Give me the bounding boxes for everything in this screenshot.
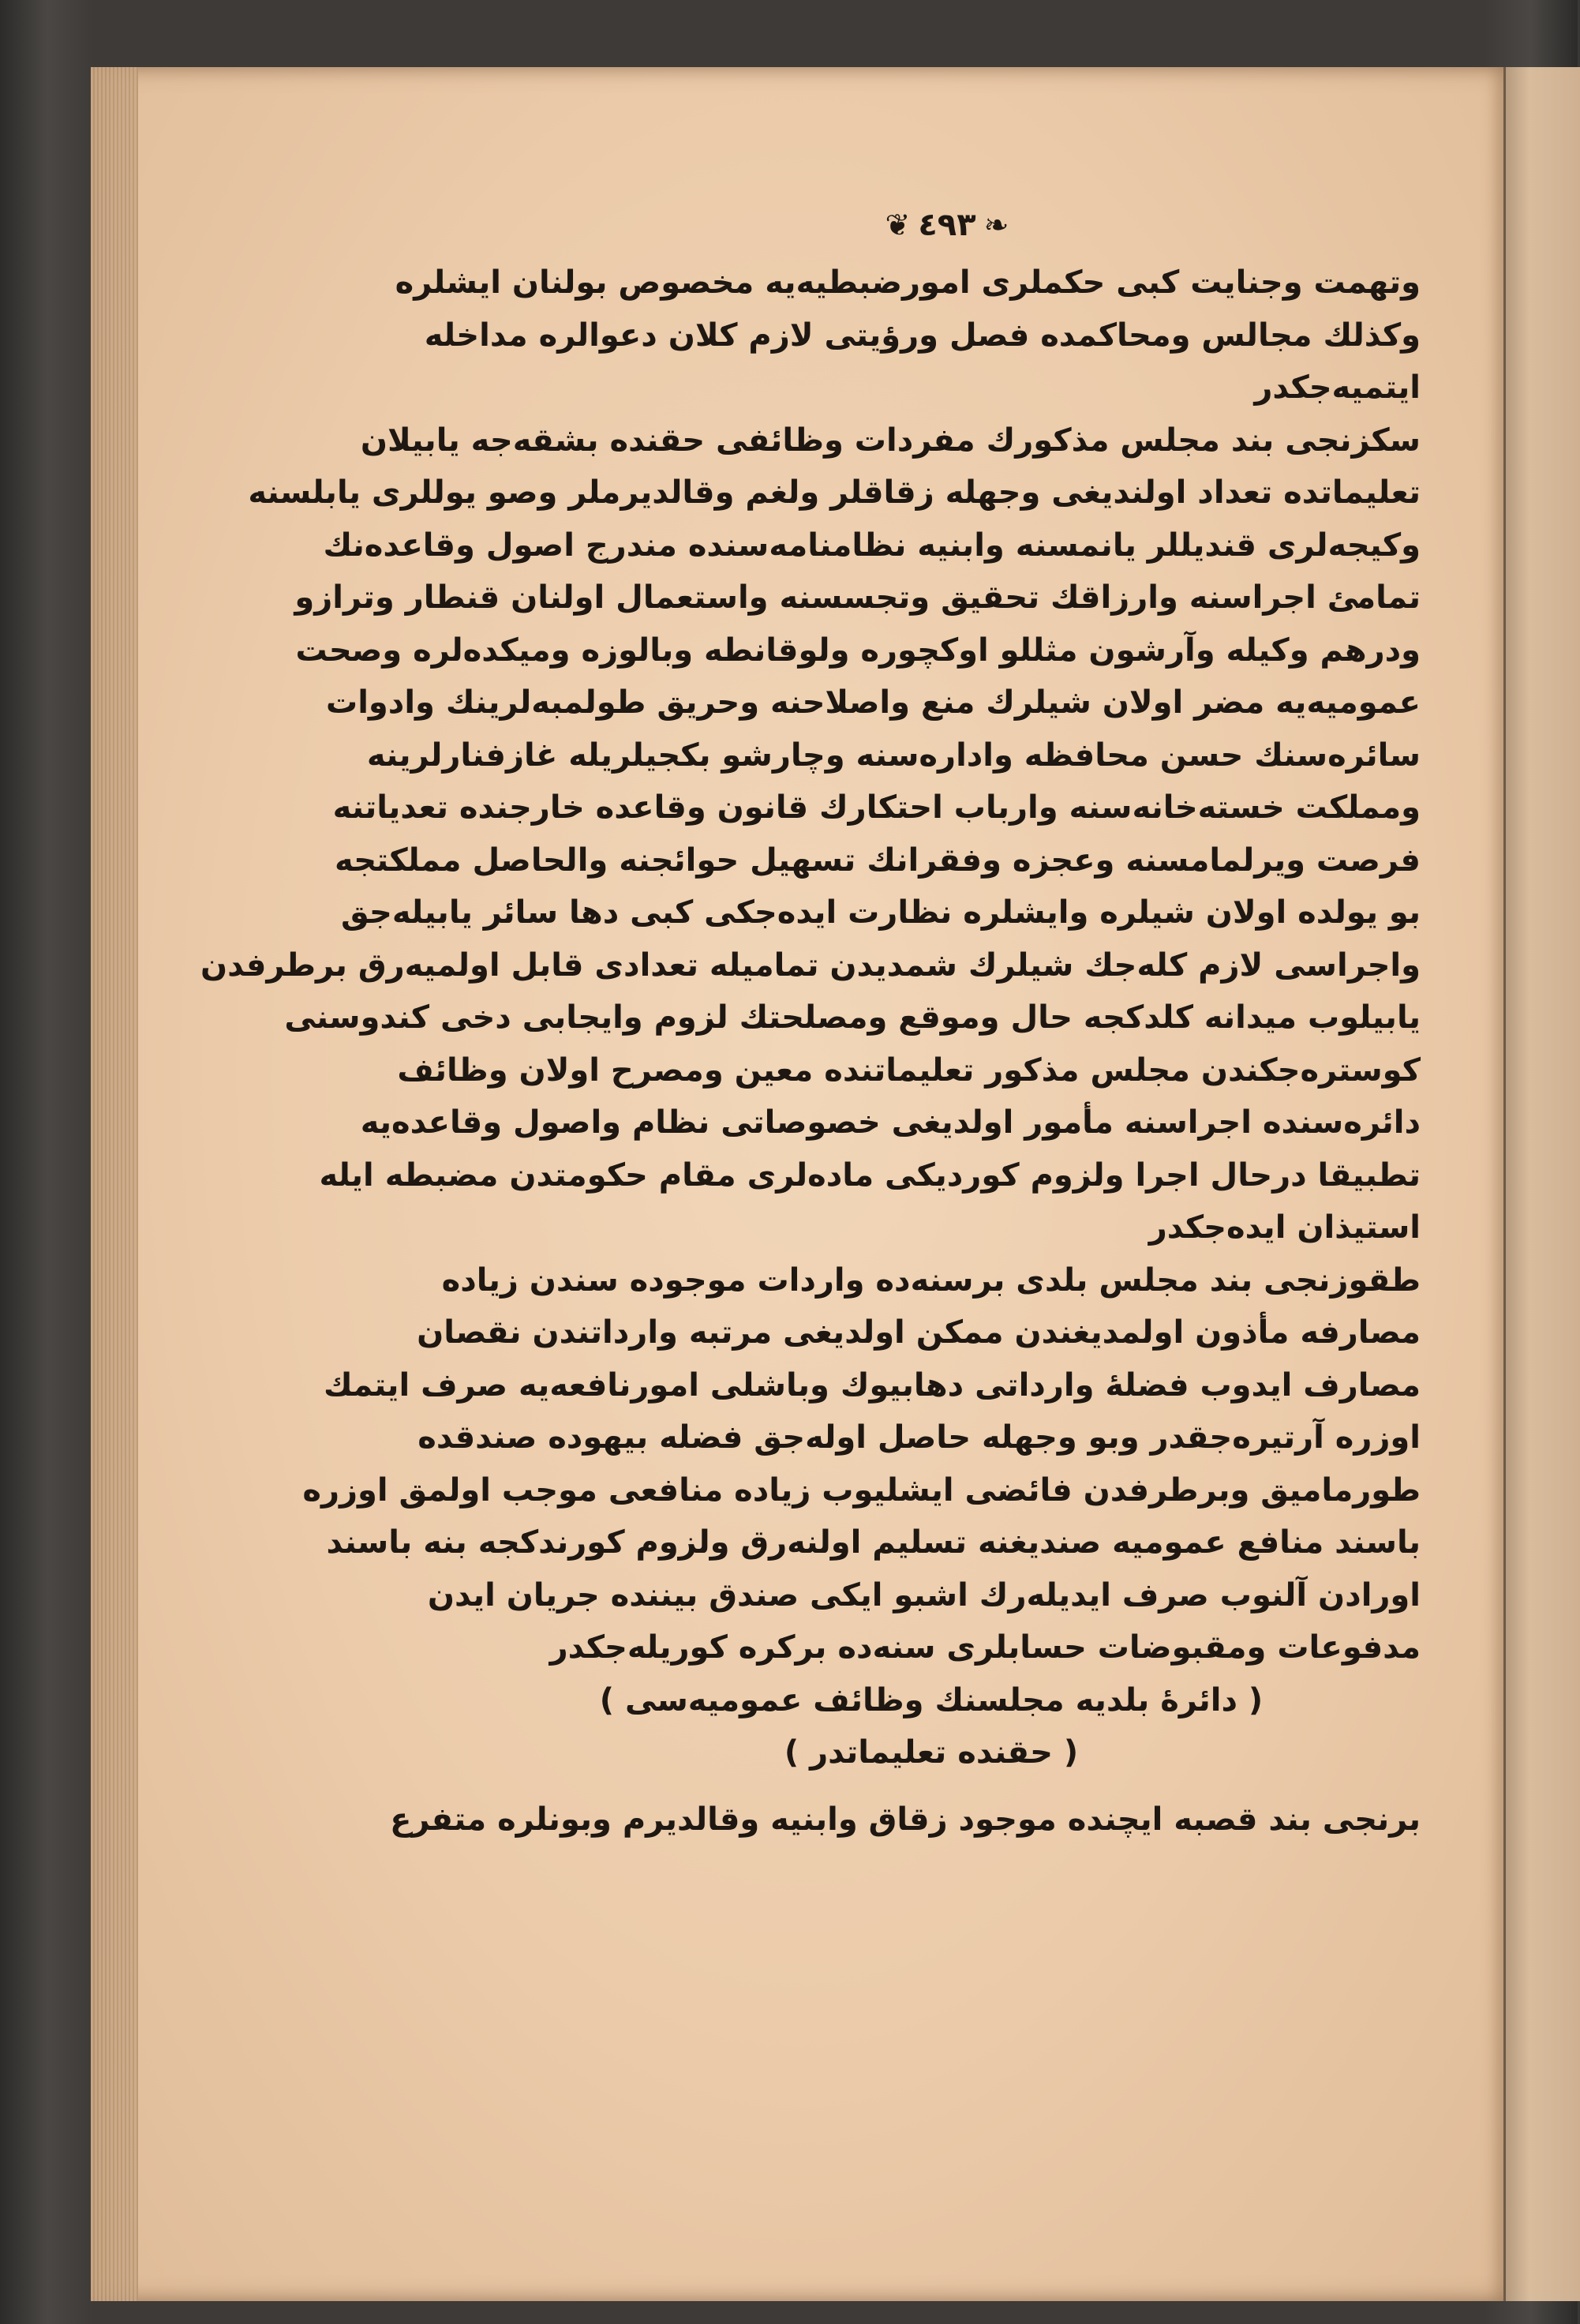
text-line: تطبيقا درحال اجرا ولزوم كورديكی ماده‌لری مقام حكومتدن مضبطه ايله	[319, 1156, 1421, 1194]
text-line: وكيجه‌لری قنديللر يانمسنه وابنيه نظامنامه‌سنده مندرج اصول وقاعده‌نك	[323, 527, 1421, 564]
text-line: مصارفه مأذون اولمديغندن ممكن اولديغی مرتبه وارداتندن نقصان	[417, 1314, 1421, 1351]
text-line: تعليماتده تعداد اولنديغی وجهله زقاقلر ولغم وقالديرملر وصو يوللری يابلسنه	[248, 474, 1421, 511]
text-line: طورماميق وبرطرفدن فائضی ايشليوب زياده منافعی موجب اولمق اوزره	[302, 1471, 1421, 1509]
text-line: مصارف ايدوب فضلهٔ وارداتی دهابيوك وباشلی امورنافعه‌يه صرف ايتمك	[324, 1366, 1421, 1404]
section-heading-line: برنجی بند قصبه ايچنده موجود زقاق وابنيه وقالديرم وبونلره متفرع	[390, 1801, 1421, 1838]
text-line: اوزره آرتيره‌جقدر وبو وجهله حاصل اوله‌جق فضله بيهوده صندقده	[417, 1419, 1421, 1456]
text-line: مدفوعات ومقبوضات حسابلری سنه‌ده بركره كوريله‌جكدر	[549, 1629, 1421, 1666]
text-line: سائره‌سنك حسن محافظه وادارە‌سنه وچارشو بكجيلريله غازفنارلرينه	[366, 737, 1421, 774]
text-line: تمامئ اجراسنه وارزاقك تحقيق وتجسسنه واستعمال اولنان قنطار وترازو	[294, 579, 1421, 616]
section-heading-line: سكزنجی بند مجلس مذكورك مفردات وظائفی حقنده بشقه‌جه يابيلان	[360, 422, 1421, 459]
page-number-header	[852, 201, 1042, 249]
text-line: عموميه‌يه مضر اولان شيلرك منع واصلاحنه وحريق طولمبه‌لرينك وادوات	[326, 684, 1421, 721]
right-ornament-icon: ❧	[983, 208, 1009, 242]
text-line: بو يولده اولان شيلره وايشلره نظارت ايده‌جكی كبی دها سائر يابيله‌جق	[341, 894, 1421, 931]
page-stack-edge	[91, 67, 138, 2301]
left-ornament-icon: ❦	[885, 208, 911, 242]
section-heading-line: طقوزنجی بند مجلس بلدی برسنه‌ده واردات موجوده سندن زياده	[441, 1261, 1421, 1299]
text-line: يابيلوب ميدانه كلدكجه حال وموقع ومصلحتك لزوم وايجابی دخی كندوسنی	[284, 999, 1421, 1036]
page-number: ٤٩٣	[918, 207, 976, 243]
text-line: فرصت ويرلمامسنه وعجزه وفقرانك تسهيل حوائجنه والحاصل مملكتجه	[334, 842, 1421, 879]
text-line: استيذان ايده‌جكدر	[1148, 1209, 1421, 1246]
next-page-edge	[1503, 67, 1580, 2301]
text-line: وتهمت وجنايت كبی حكملری امورضبطيه‌يه مخصوص بولنان ايشلره	[395, 264, 1421, 301]
body-text	[200, 257, 1421, 1846]
centered-title-line: ( حقنده تعليماتدر )	[784, 1734, 1079, 1771]
text-line: ايتميه‌جكدر	[1254, 369, 1421, 406]
text-line: ومملكت خسته‌خانه‌سنه وارباب احتكارك قانون وقاعده خارجنده تعدياتنه	[332, 789, 1421, 826]
text-line: باسند منافع عموميه صنديغنه تسليم اولنه‌رق ولزوم كورندكجه بنه باسند	[326, 1524, 1421, 1561]
text-line: ودرهم وكيله وآرشون مثللو اوكچوره ولوقانطه وبالوزه وميكده‌لره وصحت	[295, 632, 1421, 669]
text-line: اورادن آلنوب صرف ايديله‌رك اشبو ايكی صندق بيننده جريان ايدن	[427, 1576, 1421, 1614]
text-line: كوستره‌جكندن مجلس مذكور تعليماتنده معين ومصرح اولان وظائف	[397, 1051, 1421, 1089]
text-line: دائره‌سنده اجراسنه مأمور اولديغی خصوصاتی نظام واصول وقاعده‌يه	[360, 1104, 1421, 1141]
text-line: واجراسی لازم كله‌جك شيلرك شمديدن تماميله تعدادی قابل اولميه‌رق برطرفدن	[200, 946, 1421, 984]
text-line: وكذلك مجالس ومحاكمده فصل ورؤيتی لازم كلان دعوالره مداخله	[424, 317, 1421, 354]
centered-title-line: ( دائرهٔ بلديه مجلسنك وظائف عموميه‌سی )	[599, 1681, 1264, 1719]
